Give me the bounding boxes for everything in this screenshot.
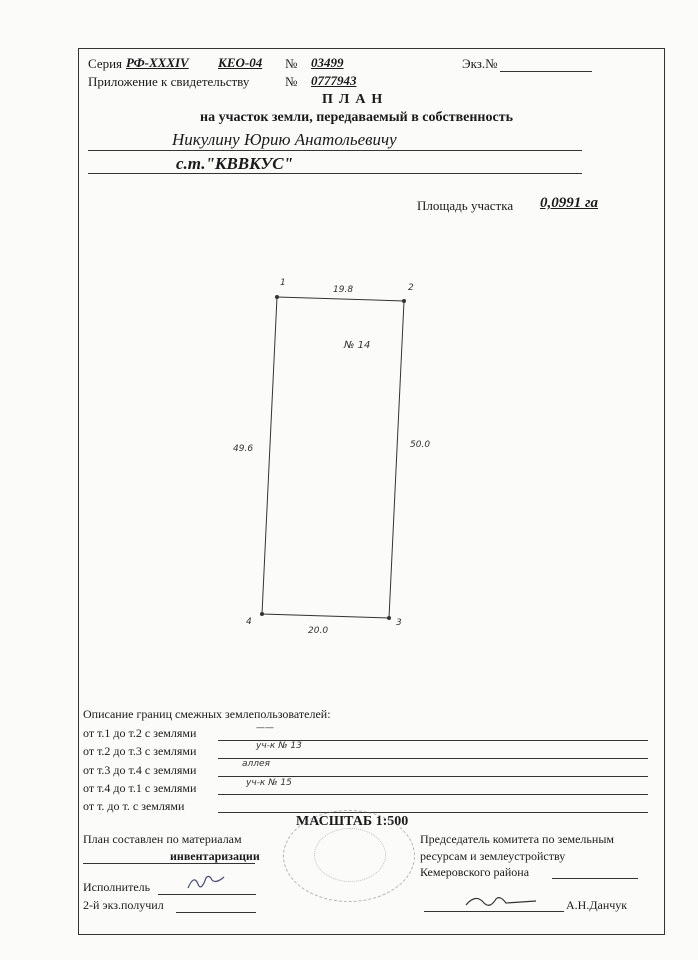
scale-label: МАСШТАБ 1:500 [296,814,409,829]
owner-name: Никулину Юрию Анатольевичу [172,130,397,149]
boundary-3-label: от т.3 до т.4 с землями [83,763,197,777]
boundaries-heading: Описание границ смежных землепользователей: [83,707,331,721]
chairman-name: А.Н.Данчук [566,898,628,912]
plan-subtitle: на участок земли, передаваемый в собственность [200,110,513,125]
number-sign: № [285,56,298,71]
chairman-line-2: ресурсам и землеустройству [420,849,566,863]
area-label: Площадь участка [417,198,514,213]
compiled-label: План составлен по материалам [83,832,242,846]
number-sign-2: № [285,74,298,89]
boundary-5-label: от т. до т. с землями [83,799,185,813]
copy-number-label: Экз.№ [462,56,498,71]
appendix-label: Приложение к свидетельству [88,74,250,89]
boundary-2-value: уч-к № 13 [256,741,302,751]
side-length-4-1: 49.6 [233,444,254,454]
series-value: РФ-XXXIV [126,55,189,70]
point-label-2: 2 [408,283,414,293]
chairman-line-1: Председатель комитета по земельным [420,832,614,846]
series-number: 03499 [311,55,344,70]
side-length-2-3: 50.0 [410,440,431,450]
point-label-3: 3 [396,618,402,628]
point-label-1: 1 [280,278,286,288]
second-copy-label: 2-й экз.получил [83,898,164,912]
certificate-number: 0777943 [311,73,357,88]
plot-number-label: № 14 [344,340,371,351]
chairman-line-3: Кемеровского района [420,865,530,879]
side-length-1-2: 19.8 [333,285,354,295]
series-label: Серия [88,56,123,71]
compiled-source: инвентаризации [170,849,260,863]
boundary-1-label: от т.1 до т.2 с землями [83,726,197,740]
society-name: с.т."КВВКУС" [176,154,294,173]
point-label-4: 4 [246,617,252,627]
side-length-3-4: 20.0 [308,626,329,636]
boundary-2-label: от т.2 до т.3 с землями [83,744,197,758]
boundary-3-value: аллея [242,759,270,769]
code-value: КЕО-04 [218,55,263,70]
boundary-1-value: —— [256,723,274,733]
boundary-4-label: от т.4 до т.1 с землями [83,781,197,795]
plan-title: ПЛАН [322,92,389,107]
boundary-4-value: уч-к № 15 [246,778,292,788]
executor-label: Исполнитель [83,880,151,894]
area-value: 0,0991 га [540,195,599,211]
